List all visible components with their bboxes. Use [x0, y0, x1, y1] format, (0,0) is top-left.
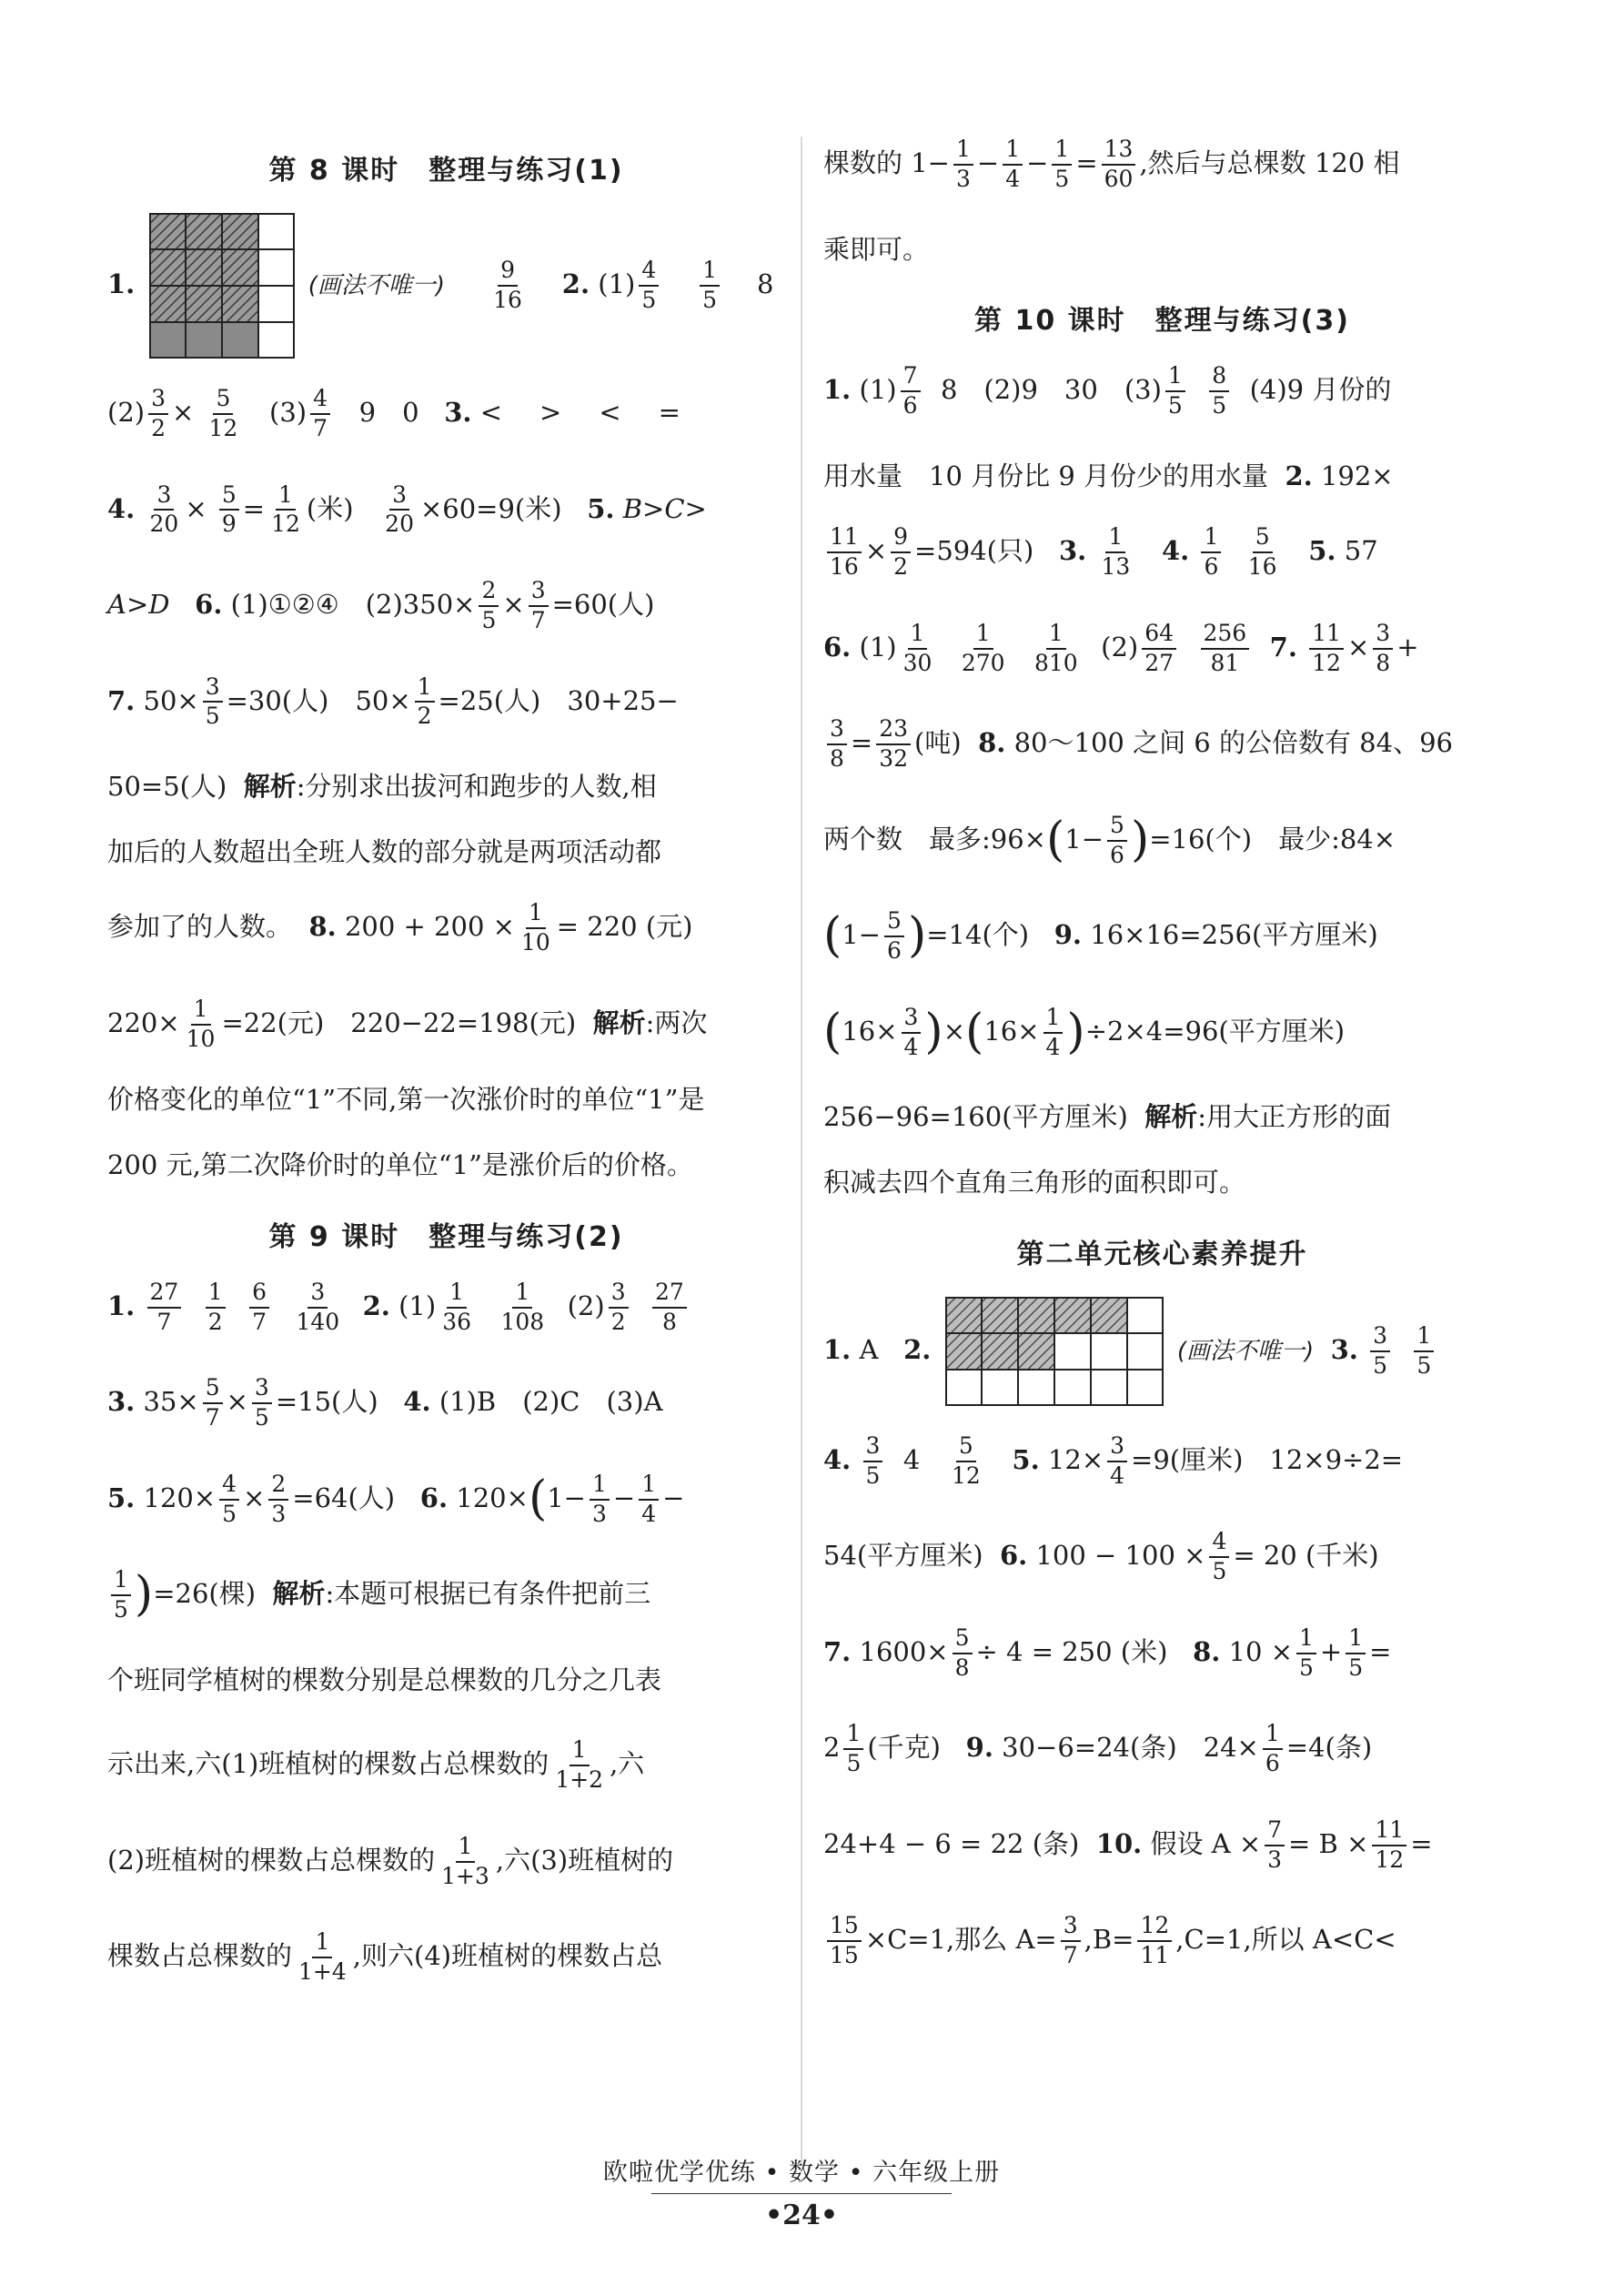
item-5-number: 5. [587, 492, 615, 524]
footer-book-title: 欧啦优学优练 • 数学 • 六年级上册 [602, 2159, 1001, 2187]
r10-line-5: $\frac{3}{8}$ = $\frac{23}{32}$ (吨) 8. 80～100 之间 6 的公倍数有 84、96 [823, 716, 1501, 773]
l8-line-8: 参加了的人数。 8. 200 + 200 × $\frac{1}{10}$ = 220 (元) [107, 899, 693, 956]
item-6-number: 6. [195, 588, 223, 620]
analysis-label: 解析 [272, 1578, 326, 1609]
analysis-label: 解析 [243, 771, 297, 802]
fraction: $\frac{13}{60}$ [1102, 137, 1136, 193]
fraction: $\frac{1}{36}$ [442, 1278, 471, 1335]
ru-line-2: 4. $\frac{3}{5}$ 4 $\frac{5}{12}$ 5. 12× $\frac{3}{4}$ =9(厘米) 12×9÷2= [823, 1431, 1404, 1489]
fraction: $\frac{5}{12}$ [951, 1431, 981, 1489]
fraction: $\frac{1}{5}$ [1052, 137, 1072, 193]
item-3-number: 3. [1058, 535, 1087, 567]
fraction: $\frac{1}{5}$ [700, 258, 720, 314]
r10-line-10: 积减去四个直角三角形的面积即可。 [823, 1167, 1246, 1199]
item-4-number: 4. [1161, 535, 1190, 567]
l8-line-11: 200 元,第二次降价时的单位“1”是涨价后的价格。 [107, 1149, 693, 1181]
item-5-number: 5. [1012, 1443, 1040, 1475]
l8-line-5: 7. 50× $\frac{3}{5}$ =30(人) 50× $\frac{1}{2}$ =25(人) 30+25− [107, 673, 679, 730]
fraction: $\frac{1}{2}$ [206, 1279, 226, 1336]
r10-line-6: 两个数 最多:96×(1− $\frac{5}{6}$ )=16(个) 最少:84× [823, 811, 1396, 868]
analysis-label: 解析 [1144, 1101, 1198, 1133]
item-1-number: 1. [823, 1333, 852, 1365]
fraction: $\frac{2}{5}$ [479, 578, 499, 634]
fraction: $\frac{1}{10}$ [520, 899, 550, 956]
fraction: $\frac{5}{8}$ [953, 1625, 973, 1682]
footer-rule [651, 2193, 952, 2194]
l9-line-7: (2)班植树的棵数占总棵数的 $\frac{1}{1+3}$ ,六(3)班植树的 [107, 1832, 674, 1889]
fraction: $\frac{11}{16}$ [827, 524, 862, 581]
fraction: $\frac{1}{5}$ [1346, 1625, 1366, 1682]
fraction: $\frac{5}{12}$ [208, 385, 238, 441]
fraction: $\frac{4}{7}$ [310, 386, 330, 442]
l9-line-1: 1. $\frac{27}{7}$ $\frac{1}{2}$ $\frac{6}{7}$ $\frac{3}{140}$ 2. (1) $\frac{1}{36}$ $\frac{1}{108}$ (2) $\frac{3}{2}$ $\frac{27}{8}$ [107, 1279, 785, 1336]
item-9-number: 9. [965, 1732, 993, 1763]
fraction: $\frac{9}{16}$ [493, 257, 522, 313]
l9-line-4: $\frac{1}{5}$ )=26(棵) 解析:本题可根据已有条件把前三 [107, 1567, 785, 1623]
fraction: $\frac{1}{4}$ [1003, 137, 1023, 193]
item-8-number: 8. [978, 727, 1006, 759]
item-6-number: 6. [823, 631, 852, 663]
l9-line-3: 5. 120× $\frac{4}{5}$ × $\frac{2}{3}$ =64(人) 6. 120×(1− $\frac{1}{3}$ − $\frac{1}{4}$ − [107, 1470, 685, 1527]
item-6-number: 6. [999, 1540, 1028, 1571]
fraction: $\frac{3}{4}$ [902, 1005, 922, 1061]
item-10-number: 10. [1095, 1827, 1143, 1859]
fraction: $\frac{11}{12}$ [1309, 621, 1344, 677]
fraction: $\frac{2}{3}$ [268, 1472, 288, 1528]
fraction: $\frac{1}{1+4}$ [298, 1928, 347, 1986]
fraction: $\frac{1}{30}$ [902, 619, 933, 676]
fraction: $\frac{3}{7}$ [529, 578, 549, 634]
r-line-1: 棵数的 1− $\frac{1}{3}$ − $\frac{1}{4}$ − $\frac{1}{5}$ = $\frac{13}{60}$ ,然后与总棵数 120 相 [823, 136, 1400, 192]
fraction: $\frac{6}{7}$ [249, 1279, 269, 1336]
shaded-grid-6x3-figure [945, 1297, 1164, 1406]
drawing-note: (画法不唯一) [1176, 1337, 1315, 1365]
heading-lesson-8: 第 8 课时 整理与练习(1) [268, 155, 624, 187]
right-column [823, 137, 1501, 2009]
fraction: $\frac{1}{6}$ [1263, 1721, 1283, 1777]
fraction: $\frac{3}{7}$ [1061, 1913, 1081, 1969]
fraction: $\frac{7}{3}$ [1265, 1817, 1285, 1874]
fraction: $\frac{1}{108}$ [500, 1278, 545, 1335]
r10-line-3: $\frac{11}{16}$ × $\frac{9}{2}$ =594(只) 3. $\frac{1}{13}$ 4. $\frac{1}{6}$ $\frac{5}{16}$ 5. 57 [823, 524, 1501, 581]
item-2-number: 2. [1285, 460, 1313, 491]
item-4-number: 4. [823, 1443, 852, 1475]
fraction: $\frac{5}{16}$ [1247, 523, 1277, 581]
column-divider [801, 137, 802, 2166]
fraction: $\frac{1}{12}$ [271, 480, 300, 538]
item-4-number: 4. [107, 492, 136, 524]
fraction: $\frac{5}{9}$ [219, 482, 239, 539]
fraction: $\frac{3}{5}$ [863, 1433, 883, 1490]
item-1-number: 1. [823, 373, 852, 405]
fraction: $\frac{4}{5}$ [1209, 1529, 1229, 1585]
l9-line-8: 棵数占总棵数的 $\frac{1}{1+4}$ ,则六(4)班植树的棵数占总 [107, 1928, 663, 1986]
fraction: $\frac{1}{5}$ [1296, 1625, 1316, 1682]
page-number: •24• [764, 2200, 839, 2231]
heading-unit-2: 第二单元核心素养提升 [1016, 1238, 1308, 1270]
item-8-number: 8. [1193, 1635, 1221, 1667]
fraction: $\frac{1}{270}$ [961, 619, 1005, 676]
fraction: $\frac{1}{2}$ [415, 674, 435, 731]
fraction: $\frac{7}{6}$ [901, 363, 921, 420]
item-8-number: 8. [308, 911, 337, 943]
item-2-number: 2. [362, 1290, 390, 1321]
fraction: $\frac{3}{20}$ [149, 480, 179, 538]
fraction: $\frac{3}{2}$ [609, 1279, 629, 1336]
ru-line-5: 2 $\frac{1}{5}$ (千克) 9. 30−6=24(条) 24× $\frac{1}{6}$ =4(条) [823, 1720, 1373, 1776]
fraction: $\frac{5}{6}$ [884, 908, 904, 965]
item-9-number: 9. [1054, 919, 1083, 951]
r10-line-1: 1. (1) $\frac{7}{6}$ 8 (2)9 30 (3) $\frac{1}{5}$ $\frac{8}{5}$ (4)9 月份的 [823, 362, 1392, 419]
ru-line-6: 24+4 − 6 = 22 (条) 10. 假设 A × $\frac{7}{3}$ = B × $\frac{11}{12}$ = [823, 1816, 1433, 1873]
ru-line-1: 1. A 2. (画法不唯一) 3. $\frac{3}{5}$ $\frac{1}{5}$ [823, 1297, 1501, 1406]
fraction: $\frac{11}{12}$ [1372, 1817, 1406, 1874]
fraction: $\frac{1}{5}$ [111, 1567, 131, 1623]
page-footer [0, 2152, 1603, 2231]
l8-line-9: 220× $\frac{1}{10}$ =22(元) 220−22=198(元) 解析:两次 [107, 995, 708, 1052]
fraction: $\frac{1}{3}$ [590, 1472, 610, 1528]
fraction: $\frac{1}{3}$ [953, 137, 973, 193]
item-2-number: 2. [561, 268, 590, 299]
fraction: $\frac{1}{5}$ [1165, 363, 1185, 420]
ru-line-4: 7. 1600× $\frac{5}{8}$ ÷ 4 = 250 (米) 8. 10 × $\frac{1}{5}$ + $\frac{1}{5}$ = [823, 1623, 1392, 1681]
fraction: $\frac{1}{5}$ [1414, 1323, 1434, 1380]
item-7-number: 7. [823, 1635, 852, 1667]
fraction: $\frac{3}{140}$ [296, 1278, 340, 1335]
item-1-number: 1. [107, 1290, 136, 1321]
l8-line-10: 价格变化的单位“1”不同,第一次涨价时的单位“1”是 [107, 1084, 705, 1116]
ru-line-3: 54(平方厘米) 6. 100 − 100 × $\frac{4}{5}$ = 20 (千米) [823, 1528, 1379, 1584]
drawing-note: (画法不唯一) [307, 272, 446, 299]
l9-line-2: 3. 35× $\frac{5}{7}$ × $\frac{3}{5}$ =15(人) 4. (1)B (2)C (3)A [107, 1374, 663, 1431]
heading-lesson-10: 第 10 课时 整理与练习(3) [974, 305, 1350, 338]
fraction: $\frac{1}{4}$ [1043, 1005, 1064, 1061]
item-2-number: 2. [903, 1333, 932, 1365]
fraction: $\frac{3}{2}$ [148, 386, 168, 442]
fraction: $\frac{1}{6}$ [1201, 524, 1221, 581]
fraction: $\frac{4}{5}$ [219, 1472, 239, 1528]
item-5-number: 5. [1308, 535, 1336, 567]
item-4-number: 4. [403, 1386, 431, 1417]
fraction: $\frac{1}{10}$ [186, 995, 216, 1052]
l8-line-1: 1. (画法不唯一) $\frac{9}{16}$ 2. (1) $\frac{4}{5}$ $\frac{1}{5}$ 8 [107, 213, 785, 359]
fraction: $\frac{1}{1+3}$ [441, 1832, 489, 1889]
fraction: $\frac{9}{2}$ [891, 524, 911, 581]
item-3-number: 3. [444, 396, 472, 428]
shaded-grid-4x4-figure [149, 213, 295, 359]
item-3-number: 3. [1330, 1333, 1358, 1365]
r10-line-2: 用水量 10 月份比 9 月份少的用水量 2. 192× [823, 460, 1394, 491]
l8-line-6: 50=5(人) 解析:分别求出拔河和跑步的人数,相 [107, 771, 657, 802]
r10-line-4: 6. (1) $\frac{1}{30}$ $\frac{1}{270}$ $\frac{1}{810}$ (2) $\frac{64}{27}$ $\frac{256}{81}$ 7. $\frac{11}{12}$ × $\frac{3}{8}$ + [823, 619, 1419, 676]
fraction: $\frac{27}{7}$ [147, 1279, 182, 1336]
fraction: $\frac{1}{13}$ [1101, 523, 1131, 581]
item-7-number: 7. [1269, 631, 1297, 663]
fraction: $\frac{3}{5}$ [252, 1375, 272, 1431]
heading-lesson-9: 第 9 课时 整理与练习(2) [268, 1220, 624, 1253]
fraction: $\frac{15}{15}$ [827, 1913, 862, 1969]
analysis-label: 解析 [592, 1006, 646, 1038]
fraction: $\frac{3}{20}$ [385, 480, 414, 538]
item-6-number: 6. [419, 1482, 449, 1513]
l8-line-3: 4. $\frac{3}{20}$ × $\frac{5}{9}$ = $\frac{1}{12}$ (米) $\frac{3}{20}$ ×60=9(米) 5. B>C> [107, 480, 707, 538]
item-7-number: 7. [107, 684, 136, 716]
r-line-2: 乘即可。 [823, 233, 930, 265]
fraction: $\frac{1}{1+2}$ [555, 1736, 604, 1794]
l9-line-5: 个班同学植树的棵数分别是总棵数的几分之几表 [107, 1664, 662, 1695]
l8-line-4: A>D 6. (1)①②④ (2)350× $\frac{2}{5}$ × $\frac{3}{7}$ =60(人) [107, 577, 655, 633]
l9-line-6: 示出来,六(1)班植树的棵数占总棵数的 $\frac{1}{1+2}$ ,六 [107, 1736, 645, 1794]
fraction: $\frac{3}{5}$ [203, 674, 223, 731]
fraction: $\frac{1}{810}$ [1034, 619, 1078, 676]
item-3-number: 3. [107, 1386, 136, 1417]
r10-line-9: 256−96=160(平方厘米) 解析:用大正方形的面 [823, 1101, 1392, 1133]
l8-line-2: (2) $\frac{3}{2}$ × $\frac{5}{12}$ (3) $\frac{4}{7}$ 9 0 3. < > < = [107, 385, 686, 441]
fraction: $\frac{12}{11}$ [1137, 1913, 1172, 1969]
left-column [107, 137, 785, 2026]
fraction: $\frac{256}{81}$ [1201, 621, 1250, 677]
fraction: $\frac{3}{4}$ [1107, 1433, 1127, 1490]
fraction: $\frac{3}{5}$ [1370, 1323, 1390, 1380]
item-1-number: 1. [107, 268, 136, 299]
fraction: $\frac{3}{8}$ [827, 716, 847, 773]
fraction: $\frac{64}{27}$ [1142, 621, 1176, 677]
fraction: $\frac{1}{4}$ [639, 1472, 659, 1528]
fraction: $\frac{5}{7}$ [203, 1375, 223, 1431]
r10-line-7: (1− $\frac{5}{6}$ )=14(个) 9. 16×16=256(平方厘米) [823, 907, 1378, 965]
fraction: $\frac{1}{5}$ [843, 1721, 863, 1777]
fraction: $\frac{3}{8}$ [1373, 621, 1393, 677]
fraction: $\frac{23}{32}$ [876, 716, 911, 773]
fraction: $\frac{8}{5}$ [1209, 363, 1229, 420]
fraction: $\frac{4}{5}$ [639, 258, 659, 314]
fraction: $\frac{27}{8}$ [652, 1279, 687, 1336]
r10-line-8: (16× $\frac{3}{4}$ )×(16× $\frac{1}{4}$ )÷2×4=96(平方厘米) [823, 1003, 1346, 1060]
l8-line-7: 加后的人数超出全班人数的部分就是两项活动都 [107, 835, 662, 867]
item-5-number: 5. [107, 1482, 136, 1513]
fraction: $\frac{5}{6}$ [1107, 813, 1127, 869]
ru-line-7: $\frac{15}{15}$ ×C=1,那么 A= $\frac{3}{7}$ ,B= $\frac{12}{11}$ ,C=1,所以 A<C< [823, 1913, 1501, 1969]
